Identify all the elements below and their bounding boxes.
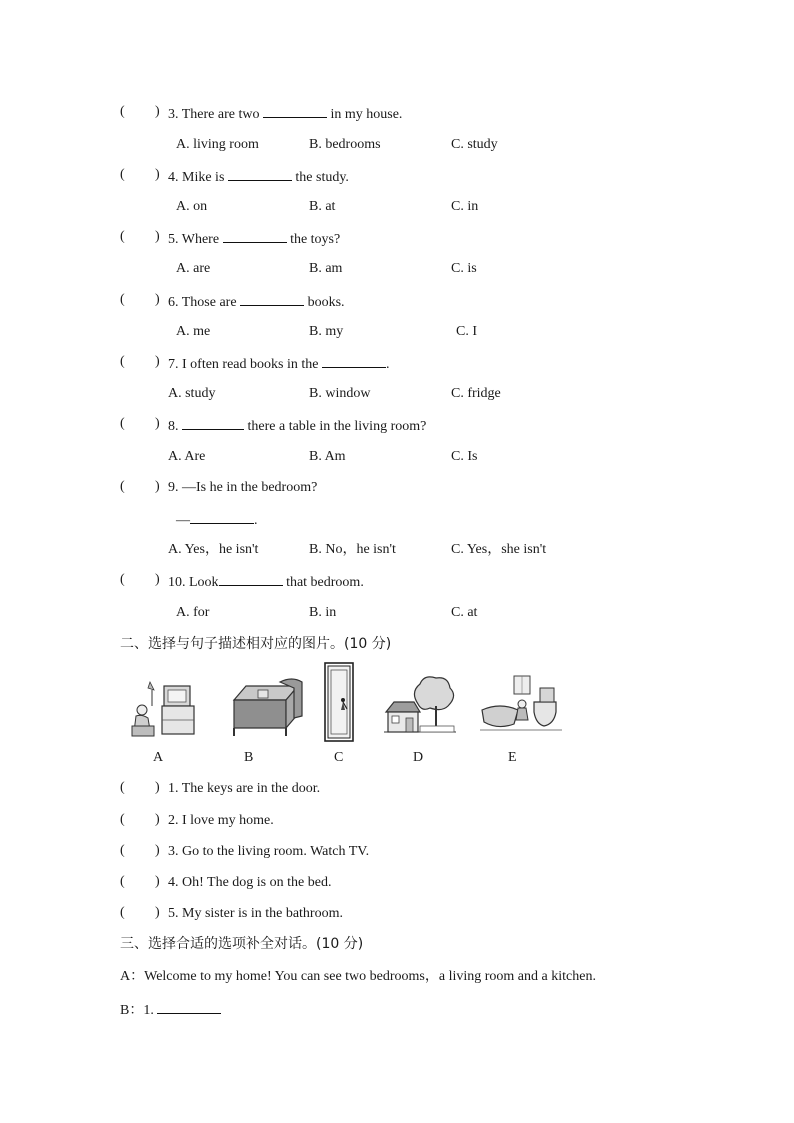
question-stem: 9. —Is he in the bedroom? bbox=[168, 480, 318, 495]
option-a: A. study bbox=[168, 386, 216, 401]
option-a: A. for bbox=[176, 605, 210, 620]
question-stem: 5. Where the toys? bbox=[168, 229, 340, 249]
question-stem: 8. there a table in the living room? bbox=[168, 416, 426, 436]
option-c: C. in bbox=[451, 199, 479, 214]
option-c: C. Yes，she isn't bbox=[451, 542, 547, 557]
option-b: B. am bbox=[309, 261, 343, 276]
sentence-text: 4. Oh! The dog is on the bed. bbox=[168, 875, 332, 890]
section-heading-2: 二、选择与句子描述相对应的图片。(10 分) bbox=[120, 636, 392, 652]
picture-label-b: B bbox=[244, 750, 254, 765]
option-b: B. window bbox=[309, 386, 371, 401]
answer-line: — . bbox=[176, 510, 258, 530]
house-icon bbox=[384, 674, 456, 740]
option-c: C. I bbox=[456, 324, 477, 339]
option-c: C. at bbox=[451, 605, 478, 620]
option-a: A. Are bbox=[168, 449, 206, 464]
option-c: C. fridge bbox=[451, 386, 501, 401]
option-b: B. No，he isn't bbox=[309, 542, 396, 557]
option-a: A. are bbox=[176, 261, 211, 276]
option-b: B. Am bbox=[309, 449, 346, 464]
option-b: B. bedrooms bbox=[309, 137, 381, 152]
option-c: C. study bbox=[451, 137, 498, 152]
fill-blank[interactable] bbox=[240, 292, 304, 306]
picture-label-c: C bbox=[334, 750, 344, 765]
fill-blank[interactable] bbox=[223, 229, 287, 243]
question-stem: 6. Those are books. bbox=[168, 292, 345, 312]
option-a: A. Yes，he isn't bbox=[168, 542, 259, 557]
bathroom-icon bbox=[480, 672, 562, 738]
dialogue-line-b: B：1. bbox=[120, 1000, 221, 1020]
fill-blank[interactable] bbox=[182, 416, 244, 430]
question-stem: 4. Mike is the study. bbox=[168, 167, 349, 187]
fill-blank[interactable] bbox=[322, 354, 386, 368]
bed-icon bbox=[228, 678, 304, 740]
picture-label-d: D bbox=[413, 750, 424, 765]
watching-tv-icon bbox=[128, 676, 198, 740]
option-b: B. my bbox=[309, 324, 344, 339]
question-stem: 7. I often read books in the . bbox=[168, 354, 389, 374]
question-stem: 3. There are two in my house. bbox=[168, 104, 402, 124]
fill-blank[interactable] bbox=[263, 104, 327, 118]
option-a: A. on bbox=[176, 199, 208, 214]
fill-blank[interactable] bbox=[219, 572, 283, 586]
dialogue-line-a: A：Welcome to my home! You can see two bedrooms，a living room and a kitchen. bbox=[120, 969, 596, 984]
fill-blank[interactable] bbox=[228, 167, 292, 181]
option-c: C. is bbox=[451, 261, 477, 276]
fill-blank[interactable] bbox=[157, 1000, 221, 1014]
option-b: B. in bbox=[309, 605, 337, 620]
sentence-text: 1. The keys are in the door. bbox=[168, 781, 321, 796]
option-a: A. me bbox=[176, 324, 211, 339]
fill-blank[interactable] bbox=[190, 510, 254, 524]
option-c: C. Is bbox=[451, 449, 478, 464]
sentence-text: 5. My sister is in the bathroom. bbox=[168, 906, 343, 921]
picture-label-a: A bbox=[153, 750, 164, 765]
section-heading-3: 三、选择合适的选项补全对话。(10 分) bbox=[120, 936, 364, 952]
option-a: A. living room bbox=[176, 137, 259, 152]
sentence-text: 2. I love my home. bbox=[168, 813, 274, 828]
sentence-text: 3. Go to the living room. Watch TV. bbox=[168, 844, 370, 859]
option-b: B. at bbox=[309, 199, 336, 214]
question-stem: 10. Look that bedroom. bbox=[168, 572, 364, 592]
door-with-keys-icon bbox=[324, 662, 354, 742]
picture-label-e: E bbox=[508, 750, 517, 765]
